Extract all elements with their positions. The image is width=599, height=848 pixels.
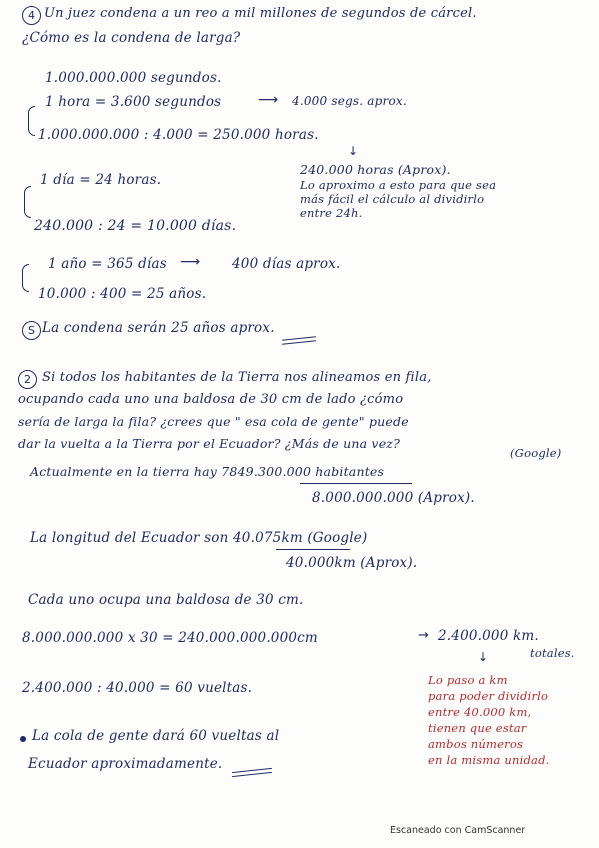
step-hour-seconds: 1 hora = 3.600 segundos [45, 94, 222, 110]
step-hour-approx: 4.000 segs. aprox. [292, 94, 407, 108]
population-statement: Actualmente en la tierra hay 7849.300.000 habitantes [30, 464, 385, 479]
step-days-division: 240.000 : 24 = 10.000 días. [34, 218, 237, 234]
problem2-question-line3: sería de larga la fila? ¿crees que " esa cola de gente" puede [18, 414, 409, 429]
problem2-answer-line2: Ecuador aproximadamente. [28, 756, 223, 772]
right-arrow-icon: ⟶ [258, 92, 279, 108]
down-arrow-icon: ↓ [348, 144, 359, 158]
red-note-line1: Lo paso a km [428, 673, 508, 687]
red-note-line5: ambos números [428, 737, 524, 751]
step-day-hours: 1 día = 24 horas. [40, 172, 162, 188]
problem-number-4: 4 [22, 6, 41, 25]
tile-size-statement: Cada uno ocupa una baldosa de 30 cm. [28, 592, 304, 608]
laps-calculation: 2.400.000 : 40.000 = 60 vueltas. [22, 680, 253, 696]
note-approx-hours: 240.000 horas (Aprox). [300, 162, 451, 177]
equator-approx: 40.000km (Aprox). [286, 555, 418, 571]
double-underline-mark [282, 338, 316, 346]
equator-length-statement: La longitud del Ecuador son 40.075km (Google) [30, 530, 368, 546]
problem4-statement-line1: Un juez condena a un reo a mil millones de segundos de cárcel. [44, 6, 477, 21]
problem-number-2: 2 [18, 370, 37, 389]
curved-arrow-icon-2 [24, 186, 31, 218]
totales-label: totales. [530, 646, 575, 660]
equator-underline [276, 549, 350, 550]
curved-arrow-icon [28, 106, 35, 136]
note-explanation-line3: entre 24h. [300, 206, 363, 220]
source-google-note: (Google) [510, 446, 562, 460]
right-arrow-icon-3: → [418, 628, 429, 643]
total-length-km: 2.400.000 km. [438, 628, 539, 644]
red-note-line3: entre 40.000 km, [428, 705, 532, 719]
curved-arrow-icon-3 [22, 264, 29, 292]
red-down-arrow-icon: ↓ [478, 650, 489, 664]
answer-bullet [20, 736, 26, 742]
right-arrow-icon-2: ⟶ [180, 254, 201, 270]
step-year-days: 1 año = 365 días [48, 256, 167, 272]
population-approx: 8.000.000.000 (Aprox). [312, 490, 475, 506]
step-year-approx: 400 días aprox. [232, 256, 341, 272]
step-total-seconds: 1.000.000.000 segundos. [45, 70, 222, 86]
problem2-question-line4: dar la vuelta a la Tierra por el Ecuador? ¿Más de una vez? [18, 436, 400, 451]
red-note-line4: tienen que estar [428, 721, 527, 735]
total-length-calculation: 8.000.000.000 x 30 = 240.000.000.000cm [22, 630, 318, 646]
red-explanation-note [428, 672, 549, 768]
red-note-line2: para poder dividirlo [428, 689, 549, 703]
population-underline [300, 483, 412, 484]
problem2-answer-line1: La cola de gente dará 60 vueltas al [32, 728, 280, 744]
problem2-question-line1: Si todos los habitantes de la Tierra nos alineamos en fila, [42, 370, 432, 385]
scanner-watermark: Escaneado con CamScanner [390, 825, 526, 836]
problem4-statement-line2: ¿Cómo es la condena de larga? [22, 30, 241, 46]
note-explanation-line2: más fácil el cálculo al dividirlo [300, 192, 485, 206]
note-explanation-line1: Lo aproximo a esto para que sea [300, 178, 497, 192]
problem2-question-line2: ocupando cada uno una baldosa de 30 cm de lado ¿cómo [18, 392, 404, 407]
step-years-division: 10.000 : 400 = 25 años. [38, 286, 207, 302]
step-hours-division: 1.000.000.000 : 4.000 = 250.000 horas. [38, 127, 319, 143]
red-note-line6: en la misma unidad. [428, 753, 550, 767]
answer-symbol-icon: S [22, 321, 41, 340]
problem4-answer: La condena serán 25 años aprox. [42, 320, 275, 336]
double-underline-mark-2 [232, 770, 272, 778]
